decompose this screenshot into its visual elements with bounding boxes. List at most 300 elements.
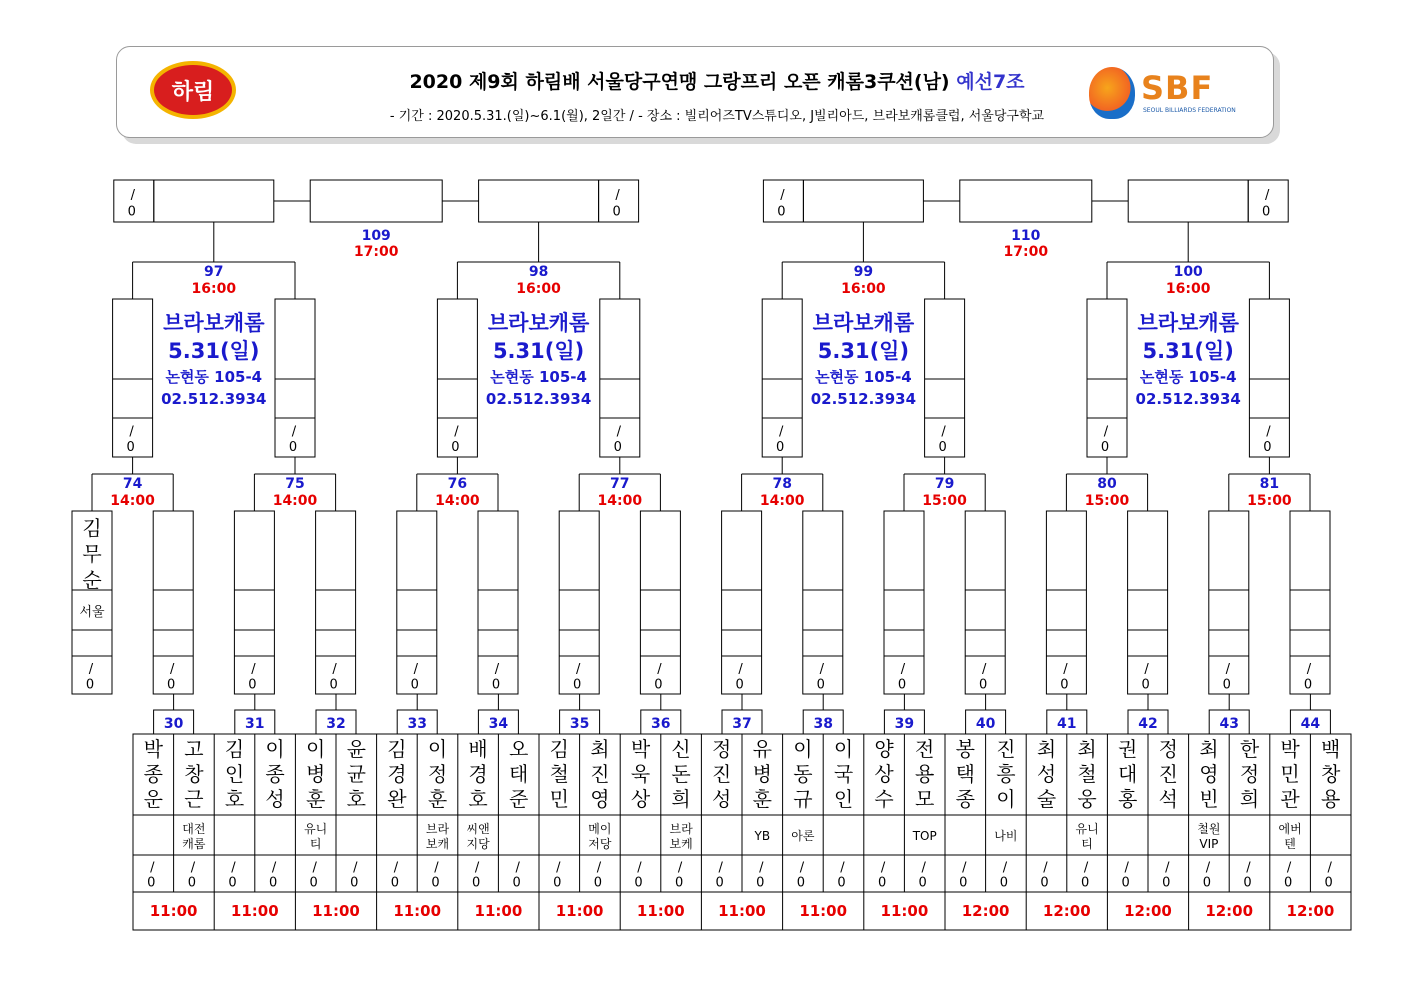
player-score-zero: 0 — [593, 875, 603, 891]
player-name-char: 최 — [1077, 737, 1097, 761]
player-score-zero: 0 — [1080, 875, 1090, 891]
semi-score-zero: 0 — [776, 440, 785, 456]
venue-date: 5.31(일) — [492, 339, 585, 363]
round2-match-time: 15:00 — [1084, 493, 1130, 509]
player-name-char: 이 — [793, 737, 813, 761]
round2-score-slash: / — [1225, 662, 1230, 678]
player-name-char: 규 — [793, 787, 813, 811]
player-club: 캐롬 — [182, 837, 206, 851]
player-score-zero: 0 — [756, 875, 765, 891]
qualifier-box — [1128, 180, 1248, 222]
semi-match-number: 100 — [1173, 264, 1203, 280]
player-name-char: 종 — [143, 762, 163, 786]
match-number: 35 — [569, 716, 590, 732]
round2-score-zero: 0 — [1303, 677, 1313, 693]
round2-score-zero: 0 — [816, 677, 825, 693]
player-score-slash: / — [637, 860, 642, 876]
player-name-char: 이 — [427, 737, 448, 761]
player-name-char: 관 — [1280, 787, 1300, 811]
player-score-zero: 0 — [796, 875, 806, 891]
qualifier-score-zero: 0 — [612, 204, 621, 220]
qualifier-score-slash: / — [1265, 187, 1270, 203]
round2-score-zero: 0 — [654, 677, 663, 693]
player-name-char: 희 — [1239, 787, 1260, 811]
player-name-char: 흥 — [996, 762, 1016, 786]
player-name-char: 호 — [468, 787, 488, 811]
venue-date: 5.31(일) — [1142, 339, 1234, 363]
round2-score-zero: 0 — [85, 677, 95, 693]
player-name-char: 완 — [387, 787, 407, 811]
player-score-slash: / — [1327, 860, 1332, 876]
player-name-char: 윤 — [346, 737, 366, 761]
round2-score-slash: / — [576, 662, 581, 678]
semi-match-time: 16:00 — [841, 281, 886, 297]
qualifier-box — [479, 180, 599, 222]
player-score-slash: / — [353, 860, 358, 876]
sbf-logo-caption: SEOUL BILLIARDS FEDERATION — [1143, 107, 1236, 114]
match-number: 43 — [1219, 716, 1239, 732]
player-score-slash: / — [1043, 860, 1048, 876]
player-name-char: 김 — [387, 737, 407, 761]
round2-score-zero: 0 — [1060, 677, 1069, 693]
round2-match-time: 15:00 — [922, 493, 967, 509]
player-score-slash: / — [1002, 860, 1008, 876]
player-score-slash: / — [271, 860, 277, 876]
player-name-char: 술 — [1036, 787, 1057, 811]
semi-score-slash: / — [129, 424, 134, 440]
player-name-char: 호 — [224, 787, 245, 811]
player-name-char: 봉 — [955, 737, 975, 761]
player-name-char: 최 — [590, 737, 610, 761]
player-score-slash: / — [556, 860, 561, 876]
semi-match-time: 16:00 — [516, 281, 561, 297]
match-time: 11:00 — [149, 902, 198, 920]
player-name-char: 김 — [549, 737, 569, 761]
semi-match-time: 16:00 — [191, 281, 237, 297]
player-score-zero: 0 — [350, 875, 359, 891]
round2-match-number: 75 — [285, 476, 305, 492]
semi-score-slash: / — [1266, 424, 1271, 440]
semi-score-slash: / — [291, 424, 297, 440]
player-name-char: 홍 — [1118, 787, 1138, 811]
player-score-zero: 0 — [1121, 875, 1130, 891]
venue-address: 논현동 105-4 — [490, 368, 587, 386]
match-time: 11:00 — [474, 902, 523, 920]
player-name-char: 정 — [1158, 737, 1178, 761]
round2-score-zero: 0 — [979, 677, 988, 693]
match-number: 36 — [651, 716, 671, 732]
player-score-zero: 0 — [999, 875, 1009, 891]
player-club: 대전 — [182, 822, 206, 836]
player-club: 티 — [1081, 837, 1093, 851]
player-score-slash: / — [474, 860, 480, 876]
semi-score-slash: / — [1103, 424, 1109, 440]
player-name-char: 정 — [712, 737, 732, 761]
player-score-zero: 0 — [228, 875, 237, 891]
round2-score-slash: / — [1306, 662, 1312, 678]
round2-score-slash: / — [170, 662, 175, 678]
player-score-slash: / — [1124, 860, 1129, 876]
player-name-char: 희 — [671, 787, 691, 811]
player-name-char: 오 — [509, 737, 529, 761]
player-club: 텐 — [1284, 837, 1296, 851]
match-time: 12:00 — [1042, 902, 1091, 920]
player-club: 지당 — [466, 837, 490, 851]
round2-score-zero: 0 — [735, 677, 744, 693]
match-time: 11:00 — [555, 902, 604, 920]
player-name-char: 수 — [874, 787, 894, 811]
player-name-char: 욱 — [630, 762, 651, 786]
round2-score-zero: 0 — [248, 677, 257, 693]
player-score-slash: / — [312, 860, 317, 876]
venue-name: 브라보캐롬 — [812, 311, 915, 335]
match-number: 31 — [245, 716, 265, 732]
player-club: 유니 — [1075, 822, 1099, 836]
match-number: 41 — [1057, 716, 1077, 732]
player-name-char: 이 — [265, 737, 285, 761]
round2-score-zero: 0 — [491, 677, 501, 693]
semi-score-zero: 0 — [1100, 440, 1110, 456]
round2-match-number: 76 — [447, 476, 468, 492]
player-score-slash: / — [393, 860, 399, 876]
round2-score-slash: / — [738, 662, 743, 678]
player-score-zero: 0 — [553, 875, 562, 891]
player-name-char: 이 — [833, 737, 854, 761]
match-time: 12:00 — [1124, 902, 1172, 920]
round2-score-slash: / — [1144, 662, 1149, 678]
player-name-char: 영 — [1199, 762, 1219, 786]
final-match-time: 17:00 — [1003, 244, 1049, 260]
final-match-number: 109 — [361, 228, 391, 244]
event-info: - 기간 : 2020.5.31.(일)~6.1(월), 2일간 / - 장소 : 빌리어즈TV스튜디오, J빌리아드, 브라보캐롬클럽, 서울당구학교 — [389, 109, 1045, 124]
qualifier-score-slash: / — [780, 187, 785, 203]
match-time: 11:00 — [312, 902, 360, 920]
venue-phone: 02.512.3934 — [485, 390, 592, 408]
player-score-slash: / — [1286, 860, 1292, 876]
player-name-char: 한 — [1239, 737, 1260, 761]
player-name-char: 상 — [630, 787, 651, 811]
player-score-zero: 0 — [1040, 875, 1049, 891]
match-number: 30 — [163, 716, 184, 732]
round2-score-zero: 0 — [167, 677, 176, 693]
semi-match-number: 97 — [204, 264, 224, 280]
player-score-slash: / — [190, 860, 196, 876]
semi-score-zero: 0 — [288, 440, 298, 456]
player-score-slash: / — [150, 860, 155, 876]
player-name-char: 경 — [387, 762, 407, 786]
match-number: 40 — [975, 716, 996, 732]
match-number: 37 — [732, 716, 752, 732]
player-score-slash: / — [231, 860, 236, 876]
player-club: 보케 — [669, 837, 693, 851]
player-name-char: 정 — [427, 762, 448, 786]
player-club: 브라 — [669, 822, 693, 836]
player-club: 브라 — [425, 822, 450, 836]
sbf-logo-text: SBF — [1141, 69, 1214, 107]
player-name-char: 종 — [955, 787, 975, 811]
player-name-char: 호 — [346, 787, 366, 811]
match-time: 11:00 — [880, 902, 929, 920]
player-name-char: 박 — [1280, 737, 1300, 761]
player-club: YB — [754, 829, 771, 843]
player-name-char: 훈 — [752, 787, 772, 811]
player-name-char: 정 — [1239, 762, 1260, 786]
player-score-slash: / — [840, 860, 845, 876]
player-name-char: 백 — [1321, 737, 1341, 761]
qualifier-score-zero: 0 — [1262, 204, 1271, 220]
player-score-slash: / — [962, 860, 967, 876]
player-name-char: 성 — [265, 787, 285, 811]
round2-score-slash: / — [982, 662, 987, 678]
player-score-zero: 0 — [512, 875, 521, 891]
player-score-zero: 0 — [715, 875, 724, 891]
player-score-slash: / — [880, 860, 886, 876]
round2-score-slash: / — [413, 662, 418, 678]
match-number: 44 — [1300, 716, 1321, 732]
player-name-char: 운 — [143, 787, 163, 811]
player-name-char: 용 — [915, 762, 935, 786]
round2-match-number: 79 — [934, 476, 955, 492]
venue-date: 5.31(일) — [168, 339, 260, 363]
round2-score-zero: 0 — [573, 677, 582, 693]
venue-address: 논현동 105-4 — [165, 368, 263, 386]
qualifier-score-slash: / — [615, 187, 620, 203]
title-main: 2020 제9회 하림배 서울당구연맹 그랑프리 오픈 캐롬3쿠션(남) — [409, 71, 950, 93]
player-name-char: 준 — [509, 787, 529, 811]
qualifier-score-slash: / — [130, 187, 135, 203]
player-name-char: 용 — [1321, 787, 1341, 811]
player-name-char: 진 — [712, 762, 732, 786]
player-score-zero: 0 — [918, 875, 927, 891]
bye-player-club: 서울 — [79, 605, 105, 620]
player-club: 메이 — [588, 822, 612, 836]
venue-phone: 02.512.3934 — [161, 390, 267, 408]
player-name-char: 전 — [915, 737, 935, 761]
player-name-char: 박 — [143, 737, 163, 761]
player-club: 보캐 — [425, 837, 450, 851]
semi-match-number: 99 — [853, 264, 874, 280]
player-score-zero: 0 — [877, 875, 887, 891]
player-club: TOP — [912, 829, 937, 843]
semi-match-number: 98 — [528, 264, 549, 280]
round2-score-zero: 0 — [410, 677, 419, 693]
semi-score-zero: 0 — [938, 440, 947, 456]
round2-score-zero: 0 — [329, 677, 338, 693]
round2-score-slash: / — [332, 662, 337, 678]
player-score-zero: 0 — [959, 875, 968, 891]
semi-score-zero: 0 — [613, 440, 622, 456]
player-name-char: 철 — [1077, 762, 1097, 786]
final-match-box — [310, 180, 442, 222]
player-club: 씨앤 — [466, 822, 490, 836]
round2-match-number: 77 — [610, 476, 630, 492]
player-name-char: 고 — [184, 737, 204, 761]
player-name-char: 민 — [549, 787, 569, 811]
player-score-zero: 0 — [634, 875, 643, 891]
player-score-slash: / — [1205, 860, 1211, 876]
round2-score-slash: / — [251, 662, 256, 678]
player-name-char: 근 — [184, 787, 204, 811]
bye-player-name-char: 순 — [82, 568, 102, 592]
player-name-char: 진 — [996, 737, 1016, 761]
final-match-number: 110 — [1011, 228, 1041, 244]
player-score-zero: 0 — [268, 875, 278, 891]
player-club: 철원 — [1197, 822, 1221, 836]
match-time: 12:00 — [961, 902, 1010, 920]
player-name-char: 창 — [1321, 762, 1341, 786]
player-score-slash: / — [1165, 860, 1170, 876]
player-name-char: 양 — [874, 737, 894, 761]
player-name-char: 경 — [468, 762, 488, 786]
player-score-zero: 0 — [1202, 875, 1212, 891]
player-club: 아론 — [791, 829, 815, 843]
round2-score-slash: / — [900, 662, 906, 678]
round2-score-slash: / — [88, 662, 94, 678]
venue-phone: 02.512.3934 — [810, 390, 917, 408]
round2-score-zero: 0 — [1222, 677, 1231, 693]
title-group: 예선7조 — [956, 71, 1025, 93]
round2-match-number: 81 — [1259, 476, 1280, 492]
player-name-char: 균 — [346, 762, 366, 786]
player-score-zero: 0 — [837, 875, 846, 891]
player-score-slash: / — [1083, 860, 1089, 876]
round2-match-number: 80 — [1097, 476, 1117, 492]
round2-score-slash: / — [1063, 662, 1068, 678]
qualifier-box — [154, 180, 274, 222]
player-club: 나비 — [994, 829, 1018, 843]
player-score-slash: / — [434, 860, 439, 876]
player-name-char: 인 — [224, 762, 245, 786]
player-name-char: 훈 — [306, 787, 326, 811]
match-number: 39 — [894, 716, 915, 732]
semi-score-zero: 0 — [451, 440, 460, 456]
player-club: 티 — [309, 837, 322, 851]
player-name-char: 배 — [468, 737, 488, 761]
player-name-char: 태 — [509, 762, 529, 786]
player-name-char: 대 — [1118, 762, 1138, 786]
venue-name: 브라보캐롬 — [487, 311, 590, 335]
venue-name: 브라보캐롬 — [1137, 311, 1239, 335]
qualifier-score-zero: 0 — [127, 204, 136, 220]
player-name-char: 최 — [1036, 737, 1057, 761]
player-name-char: 상 — [874, 762, 894, 786]
semi-score-zero: 0 — [1263, 440, 1272, 456]
player-name-char: 최 — [1199, 737, 1219, 761]
player-club: 에버 — [1278, 822, 1302, 836]
player-name-char: 병 — [752, 762, 772, 786]
player-name-char: 김 — [224, 737, 245, 761]
player-score-zero: 0 — [431, 875, 440, 891]
player-name-char: 훈 — [427, 787, 448, 811]
semi-score-slash: / — [616, 424, 621, 440]
player-name-char: 이 — [306, 737, 326, 761]
qualifier-score-zero: 0 — [777, 204, 786, 220]
player-score-slash: / — [515, 860, 520, 876]
match-time: 11:00 — [799, 902, 848, 920]
player-name-char: 민 — [1280, 762, 1300, 786]
player-name-char: 철 — [549, 762, 569, 786]
venue-name: 브라보캐롬 — [163, 311, 265, 335]
player-name-char: 창 — [184, 762, 204, 786]
match-time: 11:00 — [393, 902, 442, 920]
player-name-char: 신 — [671, 737, 691, 761]
player-name-char: 석 — [1158, 787, 1178, 811]
round2-score-zero: 0 — [1141, 677, 1150, 693]
player-club: 저당 — [588, 837, 612, 851]
player-name-char: 동 — [793, 762, 813, 786]
round2-score-slash: / — [657, 662, 662, 678]
match-time: 11:00 — [230, 902, 279, 920]
player-score-slash: / — [799, 860, 805, 876]
player-name-char: 유 — [752, 737, 772, 761]
bye-player-name-char: 김 — [82, 516, 102, 540]
player-score-slash: / — [759, 860, 764, 876]
player-score-zero: 0 — [471, 875, 481, 891]
venue-phone: 02.512.3934 — [1135, 390, 1241, 408]
player-name-char: 진 — [590, 762, 610, 786]
player-name-char: 빈 — [1199, 787, 1219, 811]
match-time: 11:00 — [718, 902, 766, 920]
player-name-char: 모 — [915, 787, 935, 811]
match-time: 12:00 — [1286, 902, 1335, 920]
player-score-zero: 0 — [1324, 875, 1333, 891]
player-score-slash: / — [921, 860, 926, 876]
semi-score-slash: / — [454, 424, 459, 440]
player-score-slash: / — [596, 860, 602, 876]
player-name-char: 웅 — [1077, 787, 1097, 811]
player-name-char: 성 — [1036, 762, 1057, 786]
semi-score-slash: / — [941, 424, 946, 440]
round2-match-time: 14:00 — [272, 493, 318, 509]
round2-match-time: 14:00 — [110, 493, 155, 509]
player-score-zero: 0 — [187, 875, 197, 891]
match-time: 12:00 — [1205, 902, 1254, 920]
player-name-char: 국 — [833, 762, 854, 786]
player-name-char: 인 — [833, 787, 854, 811]
player-score-slash: / — [718, 860, 723, 876]
player-name-char: 이 — [996, 787, 1016, 811]
round2-match-time: 14:00 — [435, 493, 480, 509]
player-score-zero: 0 — [1283, 875, 1293, 891]
player-score-zero: 0 — [674, 875, 684, 891]
match-number: 32 — [326, 716, 346, 732]
match-number: 33 — [407, 716, 427, 732]
round2-match-time: 15:00 — [1247, 493, 1292, 509]
final-match-box — [960, 180, 1092, 222]
round2-match-number: 78 — [772, 476, 792, 492]
round2-match-number: 74 — [122, 476, 143, 492]
semi-score-slash: / — [779, 424, 784, 440]
final-match-time: 17:00 — [353, 244, 399, 260]
round2-score-zero: 0 — [897, 677, 907, 693]
round2-match-time: 14:00 — [597, 493, 643, 509]
match-number: 42 — [1138, 716, 1158, 732]
player-name-char: 돈 — [671, 762, 691, 786]
player-score-slash: / — [1246, 860, 1251, 876]
player-score-zero: 0 — [1162, 875, 1171, 891]
venue-date: 5.31(일) — [817, 339, 910, 363]
player-name-char: 성 — [712, 787, 732, 811]
round2-score-slash: / — [819, 662, 824, 678]
qualifier-box — [803, 180, 923, 222]
player-name-char: 권 — [1118, 737, 1138, 761]
match-number: 38 — [813, 716, 833, 732]
player-name-char: 병 — [306, 762, 326, 786]
player-score-zero: 0 — [309, 875, 318, 891]
player-score-zero: 0 — [1243, 875, 1252, 891]
player-score-slash: / — [677, 860, 683, 876]
player-score-zero: 0 — [390, 875, 400, 891]
